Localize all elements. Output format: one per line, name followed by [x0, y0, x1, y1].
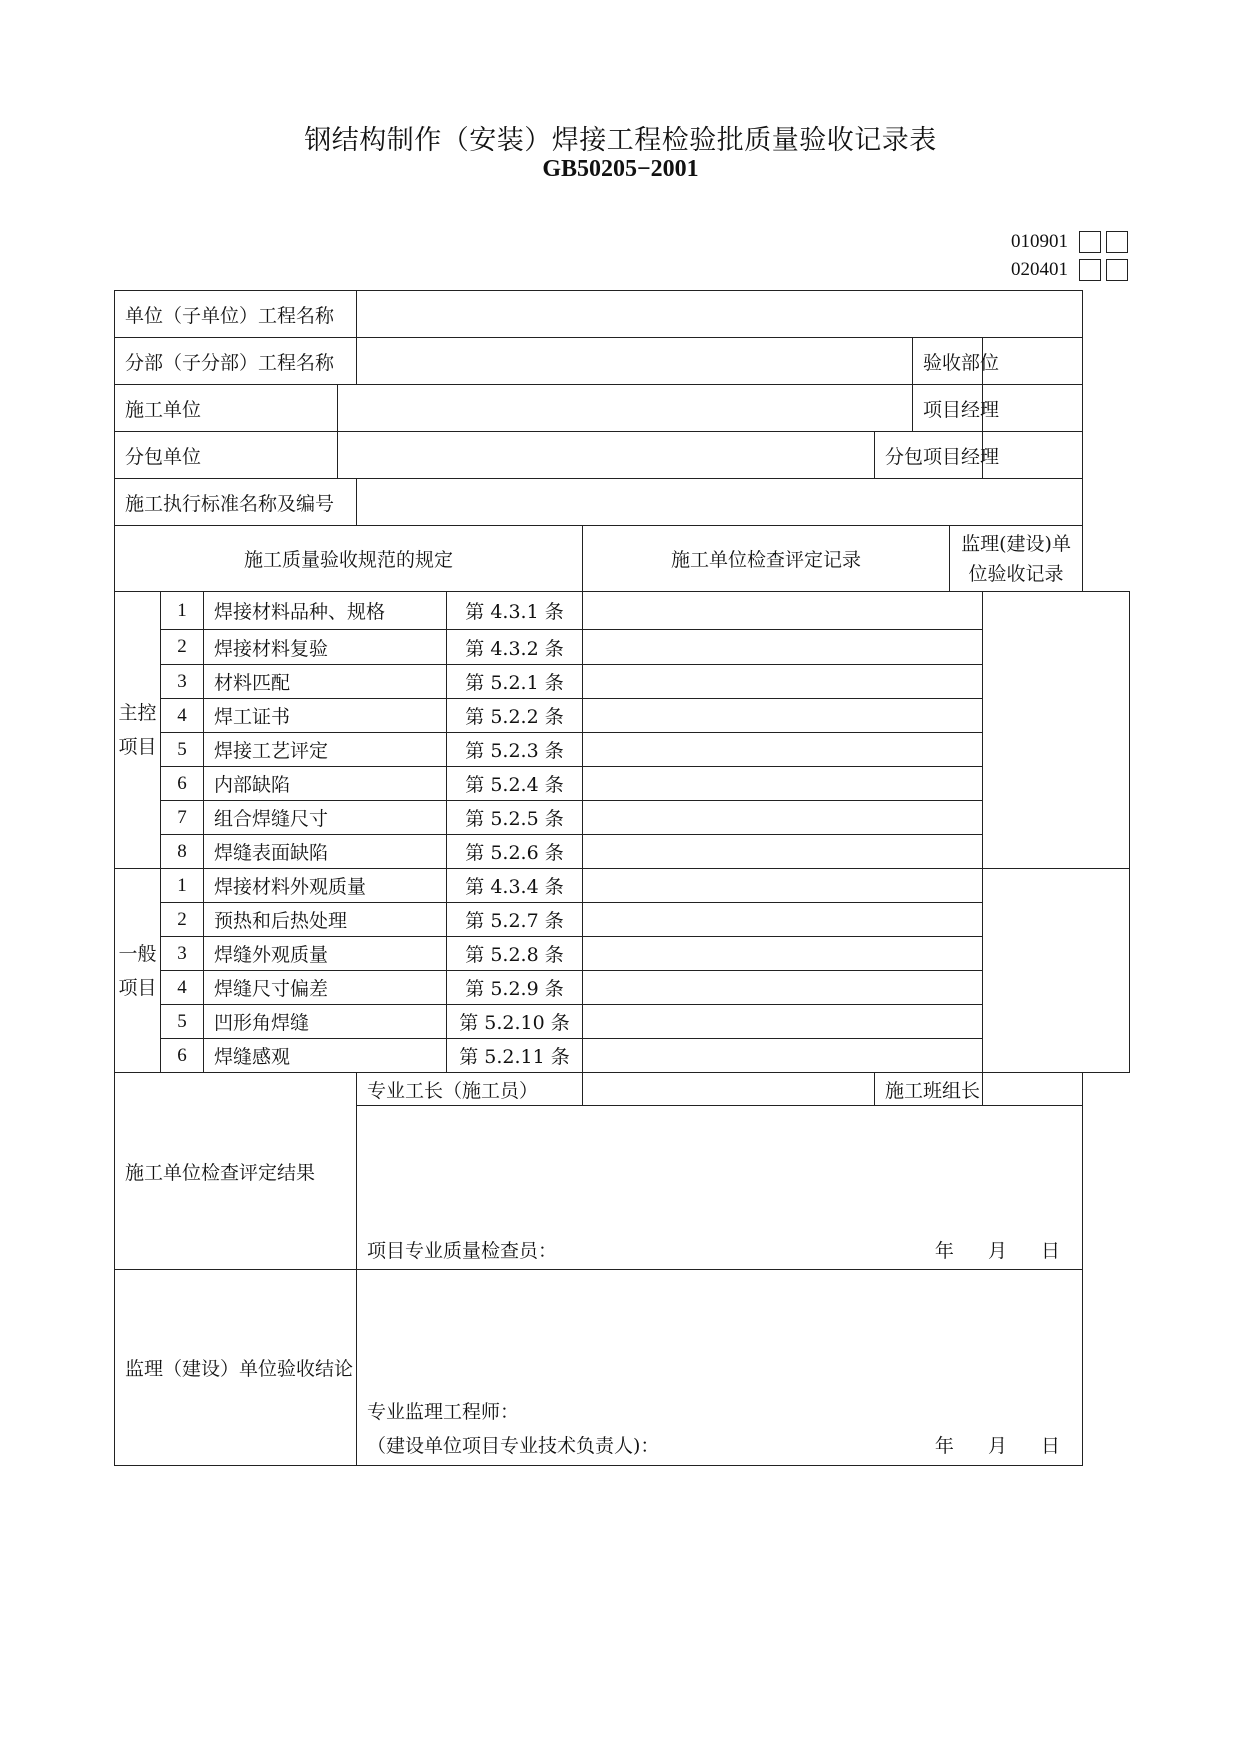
- item-check-record-field[interactable]: [583, 903, 983, 937]
- item-index: 2: [161, 630, 204, 665]
- code-checkbox[interactable]: [1106, 259, 1128, 281]
- item-check-record-field[interactable]: [583, 1005, 983, 1039]
- acceptance-form-table: [114, 290, 1130, 1466]
- item-check-record-field[interactable]: [583, 767, 983, 801]
- owner-rep-label: （建设单位项目专业技术负责人)：: [367, 1434, 660, 1457]
- item-clause: 第 5.2.11 条: [447, 1039, 583, 1073]
- form-code-number: 010901: [1011, 231, 1068, 252]
- item-name: 预热和后热处理: [204, 903, 447, 937]
- item-clause: 第 4.3.2 条: [447, 630, 583, 665]
- item-index: 6: [161, 1039, 204, 1073]
- item-index: 7: [161, 801, 204, 835]
- item-clause: 第 4.3.1 条: [447, 592, 583, 630]
- item-clause: 第 5.2.5 条: [447, 801, 583, 835]
- item-clause: 第 5.2.6 条: [447, 835, 583, 869]
- form-code-1: [1011, 229, 1128, 255]
- standard-name-label: 施工执行标准名称及编号: [115, 479, 357, 526]
- item-clause: 第 5.2.1 条: [447, 665, 583, 699]
- result-label: 施工单位检查评定结果: [115, 1073, 357, 1270]
- form-code-2: [1011, 257, 1128, 283]
- item-name: 焊缝尺寸偏差: [204, 971, 447, 1005]
- team-leader-label: 施工班组长: [875, 1073, 983, 1106]
- item-clause: 第 5.2.7 条: [447, 903, 583, 937]
- item-clause: 第 4.3.4 条: [447, 869, 583, 903]
- item-name: 材料匹配: [204, 665, 447, 699]
- unit-project-name-field[interactable]: [357, 291, 1083, 338]
- item-index: 5: [161, 1005, 204, 1039]
- item-index: 6: [161, 767, 204, 801]
- result-signature-block[interactable]: [357, 1106, 1083, 1270]
- form-subtitle: GB50205−2001: [542, 156, 699, 182]
- sub-project-name-field[interactable]: [357, 338, 913, 385]
- foreman-label: 专业工长（施工员）: [357, 1073, 583, 1106]
- item-check-record-field[interactable]: [583, 630, 983, 665]
- item-check-record-field[interactable]: [583, 665, 983, 699]
- item-index: 1: [161, 592, 204, 630]
- item-name: 组合焊缝尺寸: [204, 801, 447, 835]
- construction-unit-field[interactable]: [338, 385, 913, 432]
- general-items-supervision-field[interactable]: [983, 869, 1130, 1073]
- item-index: 2: [161, 903, 204, 937]
- item-index: 3: [161, 937, 204, 971]
- subcontract-unit-label: 分包单位: [115, 432, 338, 479]
- conclusion-date: [907, 1431, 1060, 1458]
- item-name: 焊接材料品种、规格: [204, 592, 447, 630]
- engineer-label: 专业监理工程师：: [367, 1400, 520, 1423]
- conclusion-label: 监理（建设）单位验收结论: [115, 1270, 357, 1466]
- result-date: [907, 1236, 1060, 1263]
- item-check-record-field[interactable]: [583, 869, 983, 903]
- item-name: 内部缺陷: [204, 767, 447, 801]
- code-checkbox[interactable]: [1106, 231, 1128, 253]
- general-items-label: 一般项目: [115, 869, 161, 1073]
- year-label: 年: [934, 1240, 954, 1262]
- day-label: 日: [1041, 1240, 1061, 1262]
- item-name: 焊缝外观质量: [204, 937, 447, 971]
- form-title: 钢结构制作（安装）焊接工程检验批质量验收记录表: [304, 125, 937, 156]
- month-label: 月: [987, 1240, 1007, 1262]
- check-record-column-header: 施工单位检查评定记录: [583, 526, 950, 592]
- item-check-record-field[interactable]: [583, 733, 983, 767]
- item-check-record-field[interactable]: [583, 1039, 983, 1073]
- subcontract-unit-field[interactable]: [338, 432, 875, 479]
- item-name: 焊缝感观: [204, 1039, 447, 1073]
- item-check-record-field[interactable]: [583, 971, 983, 1005]
- main-items-supervision-field[interactable]: [983, 592, 1130, 869]
- item-clause: 第 5.2.4 条: [447, 767, 583, 801]
- item-index: 8: [161, 835, 204, 869]
- item-check-record-field[interactable]: [583, 937, 983, 971]
- acceptance-part-label: 验收部位: [913, 338, 983, 385]
- item-check-record-field[interactable]: [583, 699, 983, 733]
- item-clause: 第 5.2.3 条: [447, 733, 583, 767]
- form-code-number: 020401: [1011, 259, 1068, 280]
- item-name: 焊缝表面缺陷: [204, 835, 447, 869]
- sub-project-name-label: 分部（子分部）工程名称: [115, 338, 357, 385]
- spec-column-header: 施工质量验收规范的规定: [115, 526, 583, 592]
- item-clause: 第 5.2.2 条: [447, 699, 583, 733]
- code-checkbox[interactable]: [1079, 259, 1101, 281]
- main-items-label: 主控项目: [115, 592, 161, 869]
- item-name: 焊接材料外观质量: [204, 869, 447, 903]
- item-name: 焊工证书: [204, 699, 447, 733]
- code-checkbox[interactable]: [1079, 231, 1101, 253]
- supervision-record-column-header: 监理(建设)单位验收记录: [950, 526, 1083, 592]
- day-label: 日: [1041, 1434, 1061, 1457]
- conclusion-signature-block[interactable]: [357, 1270, 1083, 1466]
- item-clause: 第 5.2.9 条: [447, 971, 583, 1005]
- team-leader-field[interactable]: [983, 1073, 1083, 1106]
- item-name: 焊接材料复验: [204, 630, 447, 665]
- item-check-record-field[interactable]: [583, 835, 983, 869]
- item-name: 凹形角焊缝: [204, 1005, 447, 1039]
- item-index: 3: [161, 665, 204, 699]
- item-index: 4: [161, 699, 204, 733]
- item-index: 1: [161, 869, 204, 903]
- inspector-label: 项目专业质量检查员：: [367, 1240, 558, 1262]
- item-index: 5: [161, 733, 204, 767]
- standard-name-field[interactable]: [357, 479, 1083, 526]
- item-index: 4: [161, 971, 204, 1005]
- project-manager-label: 项目经理: [913, 385, 983, 432]
- item-name: 焊接工艺评定: [204, 733, 447, 767]
- item-check-record-field[interactable]: [583, 801, 983, 835]
- item-check-record-field[interactable]: [583, 592, 983, 630]
- year-label: 年: [934, 1434, 954, 1457]
- unit-project-name-label: 单位（子单位）工程名称: [115, 291, 357, 338]
- foreman-field[interactable]: [583, 1073, 875, 1106]
- construction-unit-label: 施工单位: [115, 385, 338, 432]
- month-label: 月: [987, 1434, 1007, 1457]
- item-clause: 第 5.2.8 条: [447, 937, 583, 971]
- subcontract-manager-label: 分包项目经理: [875, 432, 983, 479]
- item-clause: 第 5.2.10 条: [447, 1005, 583, 1039]
